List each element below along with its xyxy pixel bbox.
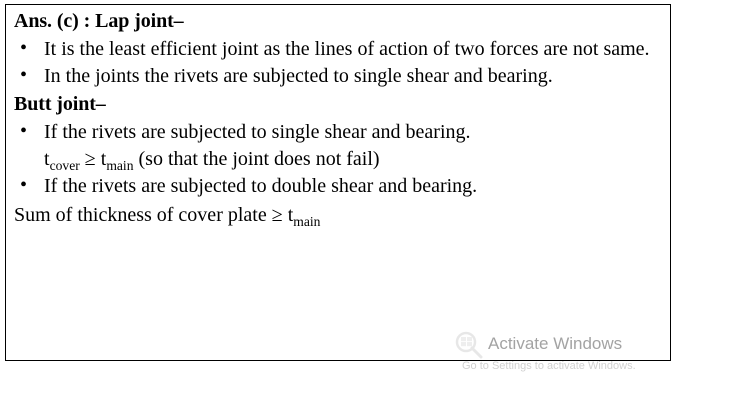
formula-symbol-left-subscript: cover <box>49 158 80 174</box>
formula-symbol-right-subscript: main <box>106 158 134 174</box>
watermark-title: Activate Windows <box>488 334 623 353</box>
lap-joint-bullet-list <box>14 36 662 90</box>
list-item: • If the rivets are subjected to single shear and bearing. <box>14 119 662 145</box>
formula-relation: ≥ <box>84 148 96 171</box>
list-item: • It is the least efficient joint as the lines of action of two forces are not same. <box>14 36 662 62</box>
closing-text: Sum of thickness of cover plate ≥ t <box>14 203 294 226</box>
butt-joint-heading: Butt joint– <box>14 92 106 115</box>
butt-joint-bullet-list <box>14 119 662 145</box>
watermark-subtitle: Go to Settings to activate Windows. <box>462 360 636 372</box>
closing-subscript: main <box>293 213 321 229</box>
closing-statement <box>14 202 662 228</box>
formula-symbol-right: t <box>100 148 107 171</box>
thickness-formula <box>14 146 662 173</box>
list-item: • If the rivets are subjected to double shear and bearing. <box>14 173 662 199</box>
list-item: • In the joints the rivets are subjected to single shear and bearing. <box>14 63 662 89</box>
butt-joint-bullet-list-continued <box>14 173 662 199</box>
answer-heading: Ans. (c) : Lap joint– <box>14 10 184 32</box>
answer-content-box <box>5 4 671 361</box>
formula-note: (so that the joint does not fail) <box>138 148 380 171</box>
formula-symbol-left: t <box>44 148 50 171</box>
